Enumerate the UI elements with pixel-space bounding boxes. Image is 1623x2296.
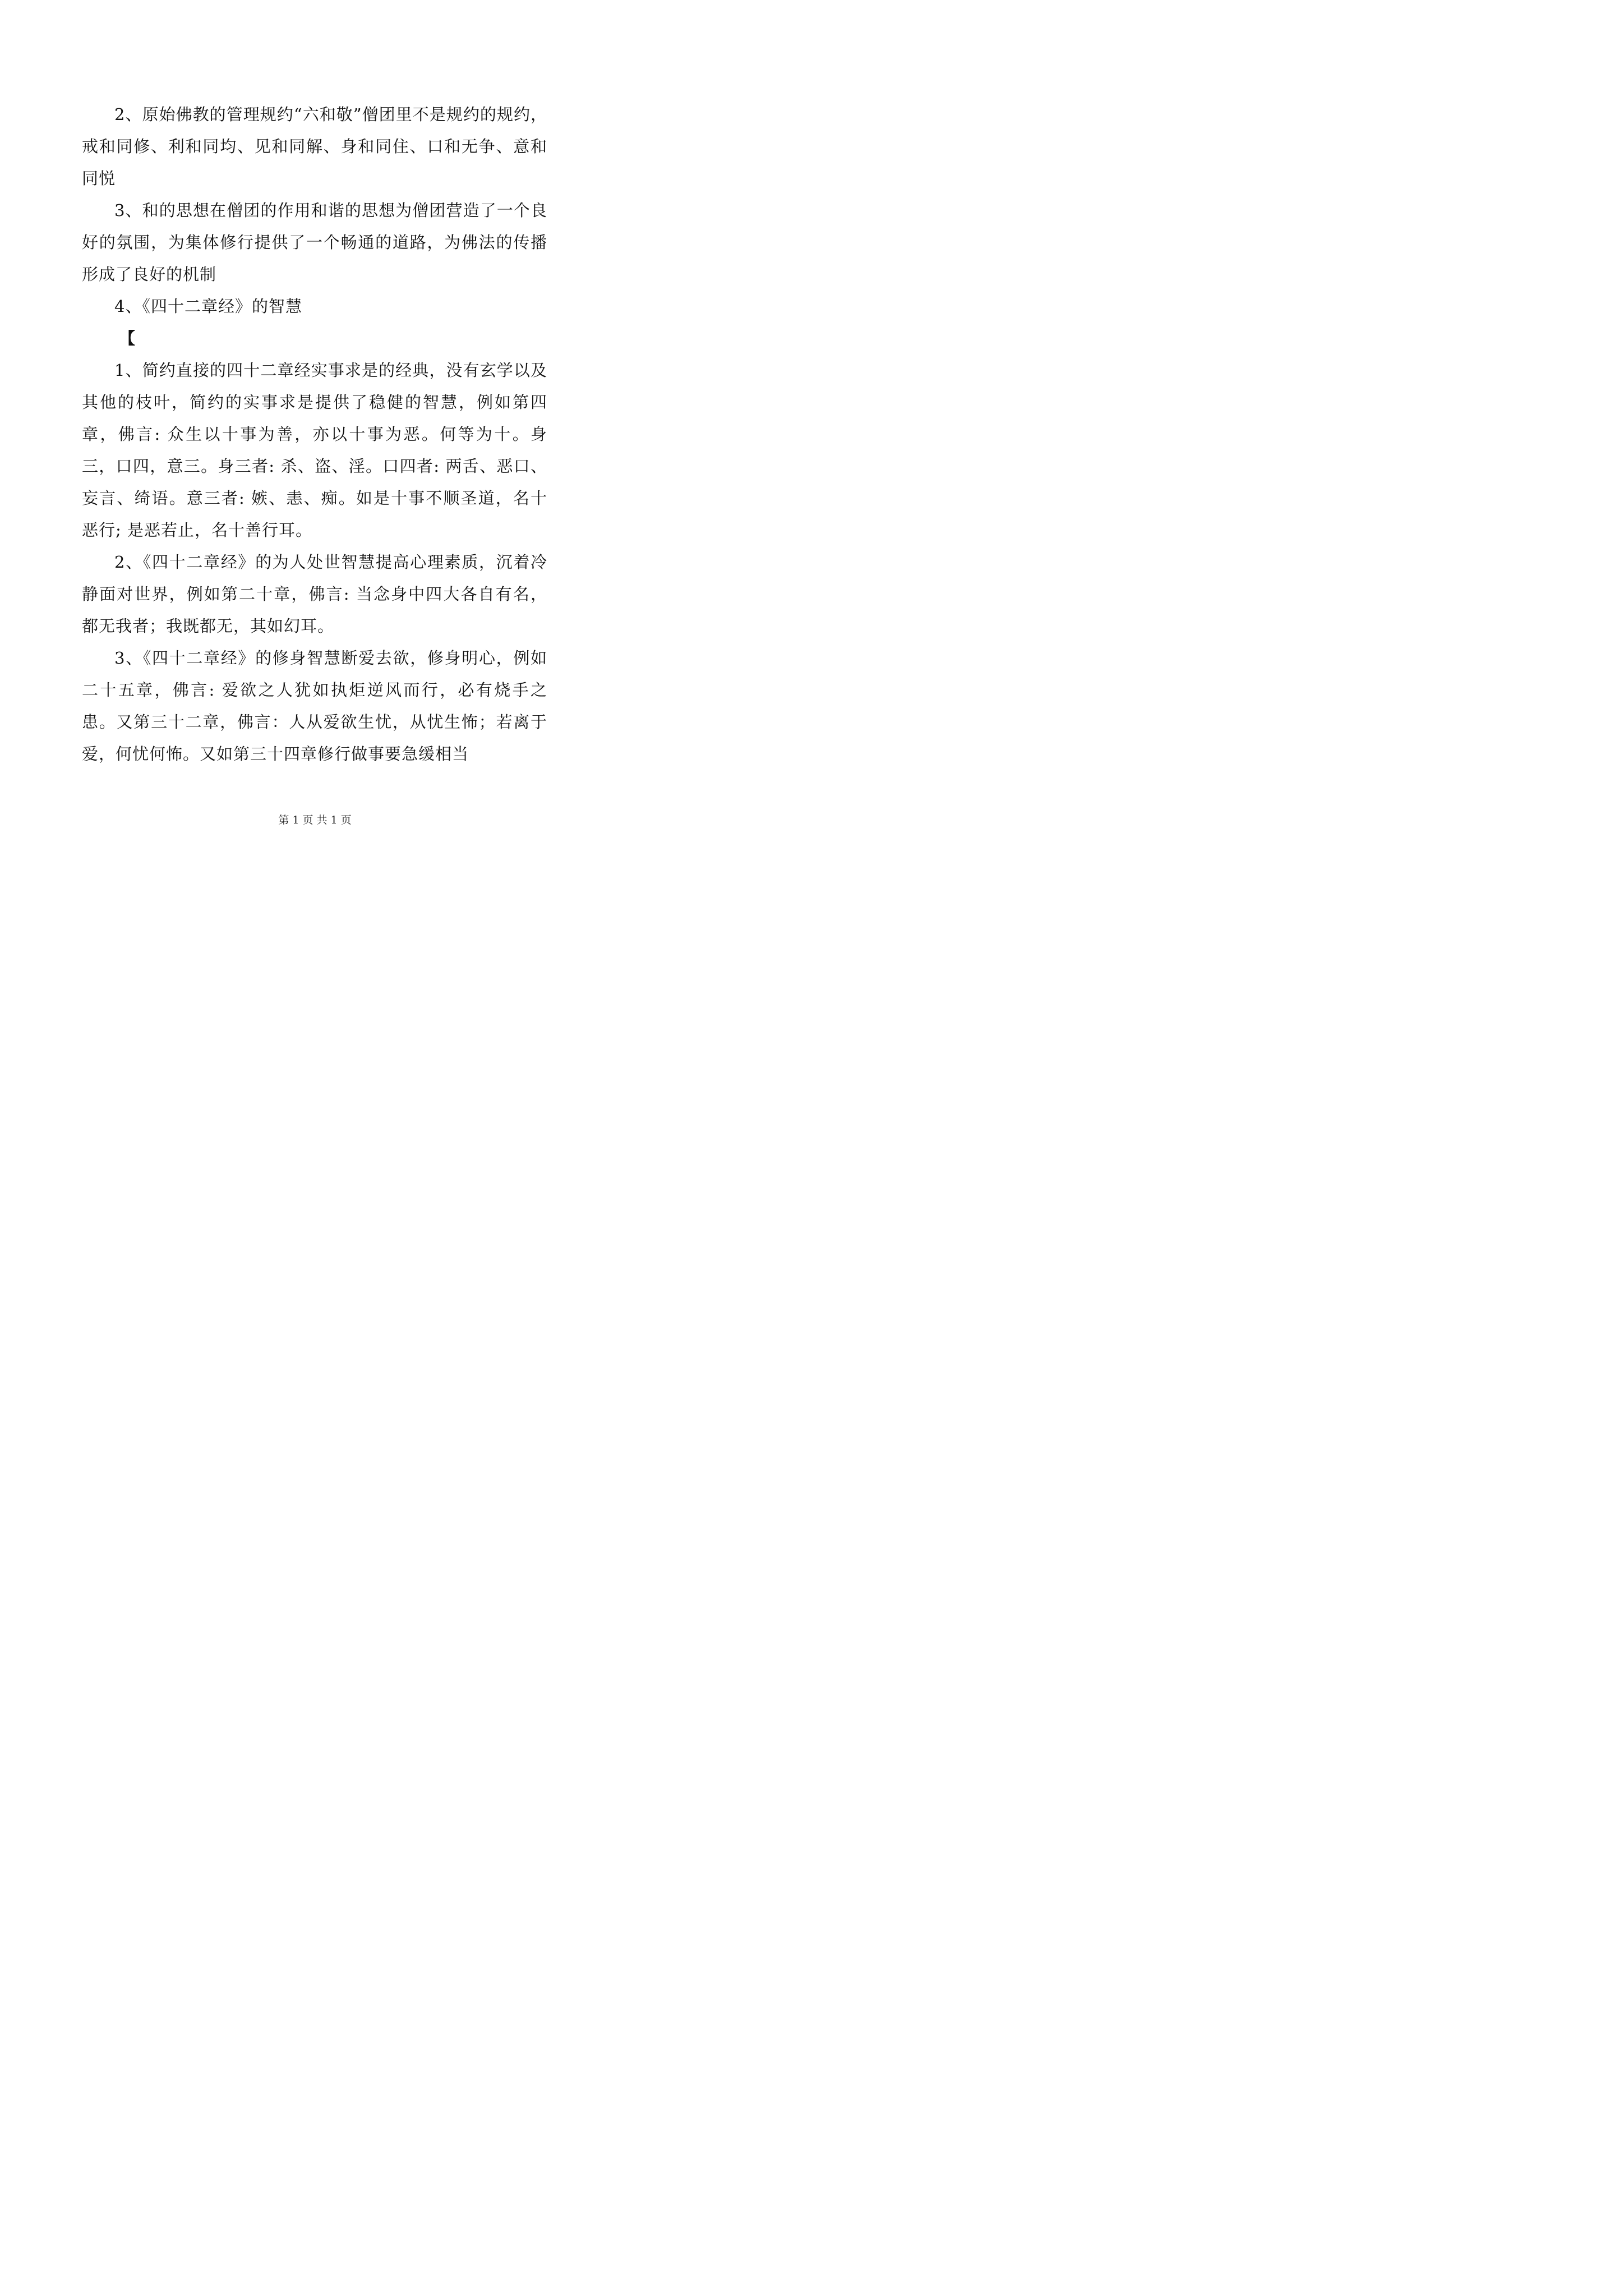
document-body [82,99,547,770]
paragraph-self-cultivation: 3、《四十二章经》的修身智慧断爱去欲，修身明心，例如二十五章，佛言: 爱欲之人犹如执炬逆风而行，必有烧手之患。又第三十二章，佛言：人从爱欲生忧，从忧生怖；若离于爱，何忧何怖。又如第三十四章修行做事要急缓相当 [82,648,547,763]
document-page [0,0,630,891]
paragraph-sutra-wisdom-heading: 4、《四十二章经》的智慧 [114,297,302,316]
paragraph-conduct-wisdom: 2、《四十二章经》的为人处世智慧提高心理素质，沉着冷静面对世界，例如第二十章，佛言: 当念身中四大各自有名，都无我者；我既都无，其如幻耳。 [82,553,547,636]
paragraph-harmony-thought: 3、和的思想在僧团的作用和谐的思想为僧团营造了一个良好的氛围，为集体修行提供了一个畅通的道路，为佛法的传播形成了良好的机制 [82,201,547,284]
paragraph-simple-direct: 1、简约直接的四十二章经实事求是的经典，没有玄学以及其他的枝叶，简约的实事求是提供了稳健的智慧，例如第四章，佛言: 众生以十事为善，亦以十事为恶。何等为十。身三，口四，意三。身三者: 杀、盗、淫。口四者: 两舌、恶口、妄言、绮语。意三者: 嫉、恚、痴。如是十事不顺圣道，名十恶行; 是恶若止，名十善行耳。 [82,361,547,540]
paragraph-six-harmonies: 2、原始佛教的管理规约“六和敬”僧团里不是规约的规约，戒和同修、利和同均、见和同解、身和同住、口和无争、意和同悦 [82,105,547,188]
bracket-mark: 【 [119,329,136,348]
page-footer: 第 1 页 共 1 页 [278,814,352,826]
